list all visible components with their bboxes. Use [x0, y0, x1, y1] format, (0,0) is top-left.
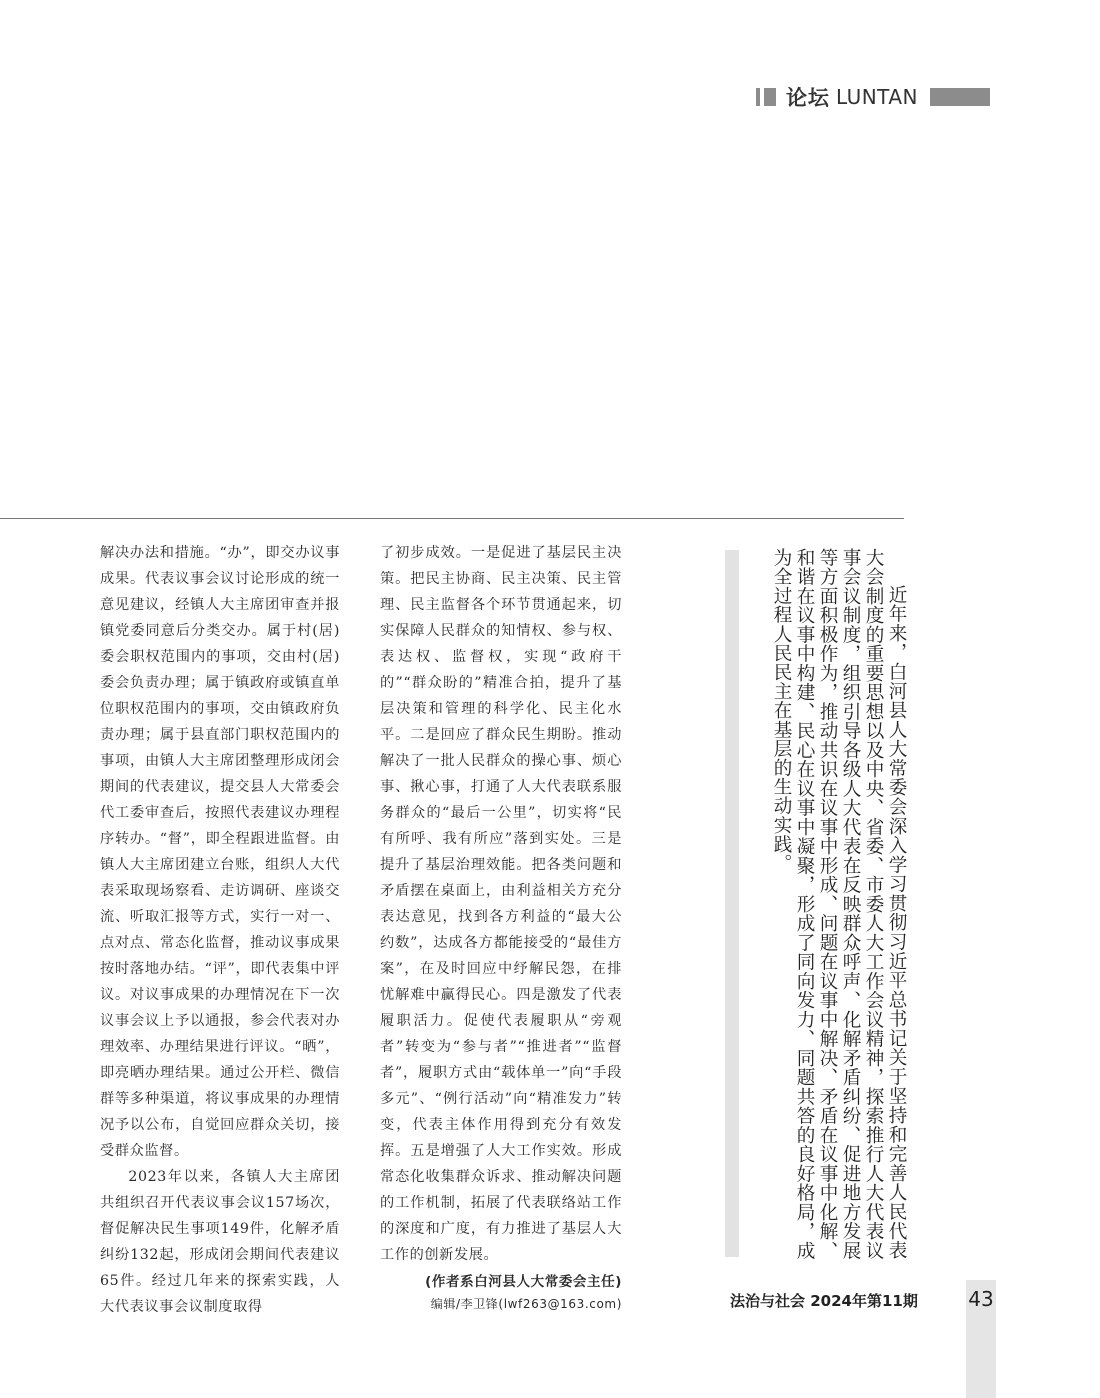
author-note: (作者系白河县人大常委会主任) [425, 1274, 622, 1290]
article-column-1 [100, 540, 340, 1320]
article-intro: 近年来，白河县人大常委会深入学习贯彻习近平总书记关于坚持和完善人民代表大会制度的重要思想以及中央、省委、市委人大工作会议精神，探索推行人大代表议事会议制度，组织引导各级人大代表在反映群众呼声、化解矛盾纠纷、促进地方发展等方面积极作为，推动共识在议事中形成、问题在议事中解决、矛盾在议事中化解、和谐在议事中构建、民心在议事中凝聚，形成了同向发力、同题共答的良好格局，成为全过程人民民主在基层的生动实践。 [771, 548, 907, 1260]
section-header [756, 84, 990, 110]
paragraph: 2023年以来，各镇人大主席团共组织召开代表议事会议157场次，督促解决民生事项149件，化解矛盾纠纷132起，形成闭会期间代表建议65件。经过几年来的探索实践，人大代表议事会议制度取得 [100, 1169, 340, 1315]
article-column-2 [380, 540, 622, 1314]
page-number: 43 [968, 1287, 994, 1311]
editor-credit: 编辑/李卫锋(lwf263@163.com) [430, 1297, 622, 1311]
section-subtitle: LUNTAN [835, 85, 918, 109]
intro-accent-bar [725, 550, 739, 1257]
magazine-issue: 法治与社会 2024年第11期 [730, 1292, 918, 1310]
horizontal-divider [0, 518, 904, 519]
paragraph: 了初步成效。一是促进了基层民主决策。把民主协商、民主决策、民主管理、民主监督各个环节贯通起来，切实保障人民群众的知情权、参与权、表达权、监督权，实现“政府干的”“群众盼的”精准合拍，提升了基层决策和管理的科学化、民主化水平。二是回应了群众民生期盼。推动解决了一批人民群众的操心事、烦心事、揪心事，打通了人大代表联系服务群众的“最后一公里”，切实将“民有所呼、我有所应”落到实处。三是提升了基层治理效能。把各类问题和矛盾摆在桌面上，由利益相关方充分表达意见，找到各方利益的“最大公约数”，达成各方都能接受的“最佳方案”，在及时回应中纾解民怨，在排忧解难中赢得民心。四是激发了代表履职活力。促使代表履职从“旁观者”转变为“参与者”“推进者”“监督者”，履职方式由“载体单一”向“手段多元”、“例行活动”向“精准发力”转变，代表主体作用得到充分有效发挥。五是增强了人大工作实效。形成常态化收集群众诉求、推动解决问题的工作机制，拓展了代表联络站工作的深度和广度，有力推进了基层人大工作的创新发展。 [380, 545, 622, 1263]
decorative-bar [756, 88, 760, 106]
decorative-bar [930, 88, 990, 106]
paragraph: 解决办法和措施。“办”，即交办议事成果。代表议事会议讨论形成的统一意见建议，经镇人大主席团审查并报镇党委同意后分类交办。属于村(居)委会职权范围内的事项，交由村(居)委会负责办理；属于镇政府或镇直单位职权范围内的事项，交由镇政府负责办理；属于县直部门职权范围内的事项，由镇人大主席团整理形成闭会期间的代表建议，提交县人大常委会代工委审查后，按照代表建议办理程序转办。“督”，即全程跟进监督。由镇人大主席团建立台账，组织人大代表采取现场察看、走访调研、座谈交流、听取汇报等方式，实行一对一、点对点、常态化监督，推动议事成果按时落地办结。“评”，即代表集中评议。对议事成果的办理情况在下一次议事会议上予以通报，参会代表对办理效率、办理结果进行评议。“晒”，即亮晒办理结果。通过公开栏、微信群等多种渠道，将议事成果的办理情况予以公布，自觉回应群众关切，接受群众监督。 [100, 545, 340, 1159]
section-title: 论坛 [785, 86, 830, 110]
decorative-bar [764, 88, 776, 106]
